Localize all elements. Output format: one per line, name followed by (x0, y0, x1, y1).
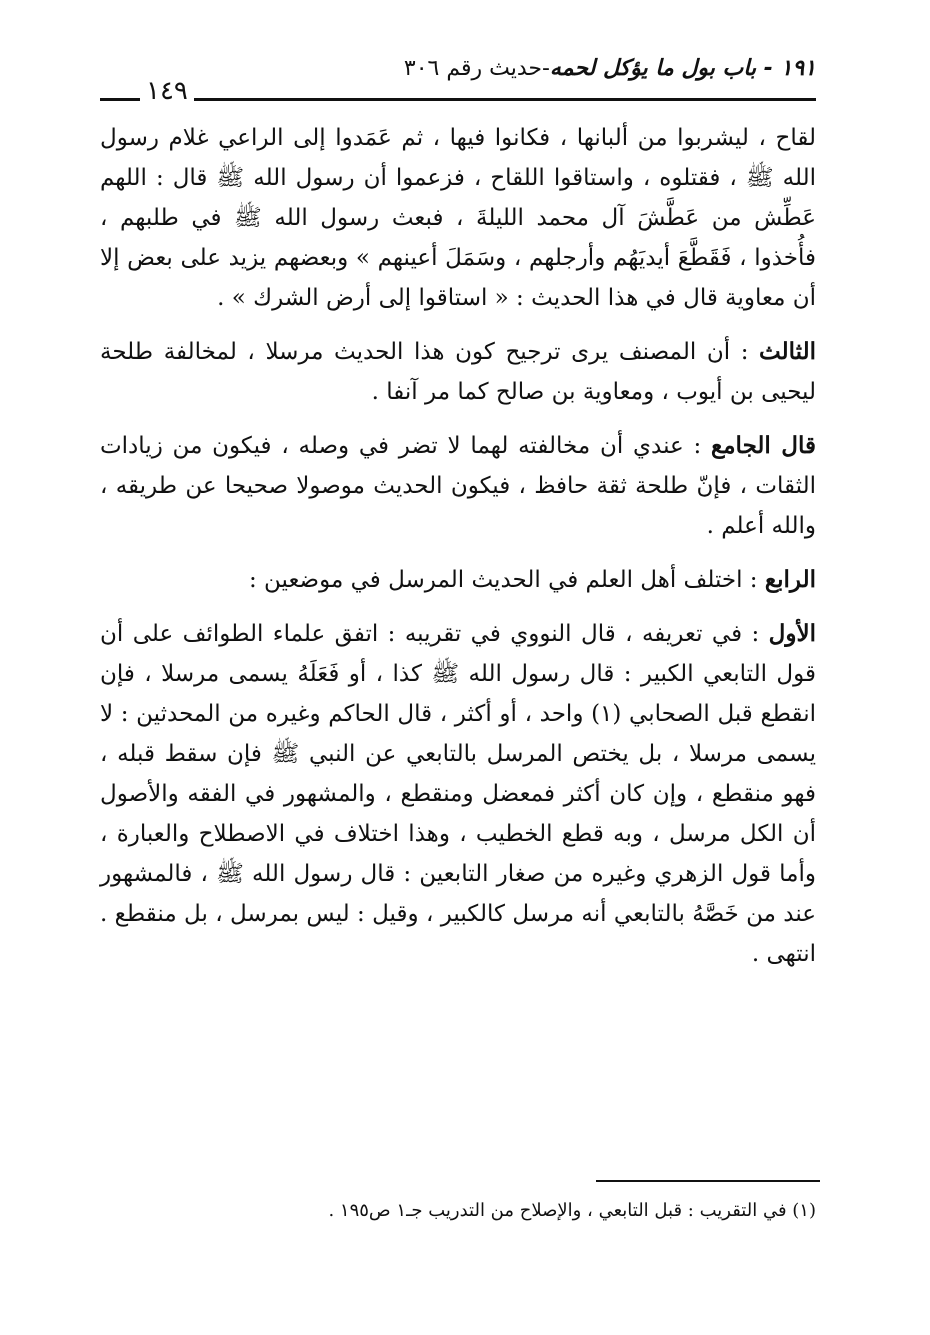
footnote: (١) في التقريب : قبل التابعي ، والإصلاح من التدريب جـ١ ص١٩٥ . (328, 1200, 816, 1221)
paragraph-text: لقاح ، ليشربوا من ألبانها ، فكانوا فيها ، ثم عَمَدوا إلى الراعي غلام رسول الله ﷺ ، فقتلوه ، واستاقوا اللقاح ، فزعموا أن رسول الله ﷺ قال : اللهم عَطِّش من عَطَّشَ آل محمد الليلةَ ، فبعث رسول الله ﷺ في طلبهم ، فأُخذوا ، فَقَطَّعَ أيديَهُم وأرجلهم ، وسَمَلَ أعينهم » وبعضهم يزيد على بعض إلا أن معاوية قال في هذا الحديث : « استاقوا إلى أرض الشرك » . (100, 125, 816, 311)
page-number: ١٤٩ (140, 76, 194, 106)
paragraph-first (100, 614, 816, 974)
paragraph-third (100, 332, 816, 412)
page-header (100, 56, 816, 106)
chapter-title: ١٩١ - باب بول ما يؤكل لحمه (549, 56, 816, 81)
paragraph-compiler (100, 426, 816, 546)
hadith-reference: -حديث رقم ٣٠٦ (403, 56, 550, 81)
paragraph-keyword: قال الجامع (711, 432, 816, 459)
paragraph-continuation (100, 118, 816, 318)
header-rule (100, 98, 816, 101)
paragraph-text: : أن المصنف يرى ترجيح كون هذا الحديث مرسلا ، لمخالفة طلحة ليحيى بن أيوب ، ومعاوية بن صالح كما مر آنفا . (100, 339, 816, 405)
paragraph-keyword: الأول (768, 620, 816, 647)
paragraph-text: : في تعريفه ، قال النووي في تقريبه : اتفق علماء الطوائف على أن قول التابعي الكبير : قال رسول الله ﷺ كذا ، أو فَعَلَهُ يسمى مرسلا ، فإن انقطع قبل الصحابي (١) واحد ، أو أكثر ، قال الحاكم وغيره من المحدثين : لا يسمى مرسلا ، بل يختص المرسل بالتابعي عن النبي ﷺ فإن سقط قبله ، فهو منقطع ، وإن كان أكثر فمعضل ومنقطع ، والمشهور في الفقه والأصول أن الكل مرسل ، وبه قطع الخطيب ، وهذا اختلاف في الاصطلاح والعبارة ، وأما قول الزهري وغيره من صغار التابعين : قال رسول الله ﷺ ، فالمشهور عند من خَصَّهُ بالتابعي أنه مرسل كالكبير ، وقيل : ليس بمرسل ، بل منقطع . انتهى . (100, 621, 816, 967)
footnote-rule (596, 1180, 820, 1182)
main-text (100, 118, 816, 988)
paragraph-text: : عندي أن مخالفته لهما لا تضر في وصله ، فيكون من زيادات الثقات ، فإنّ طلحة ثقة حافظ ، فيكون الحديث موصولا صحيحا عن طريقه ، والله أعلم . (100, 433, 816, 539)
paragraph-keyword: الثالث (759, 338, 816, 365)
running-title (404, 56, 816, 81)
paragraph-keyword: الرابع (764, 566, 816, 593)
paragraph-fourth (100, 560, 816, 600)
paragraph-text: : اختلف أهل العلم في الحديث المرسل في موضعين : (248, 567, 765, 593)
